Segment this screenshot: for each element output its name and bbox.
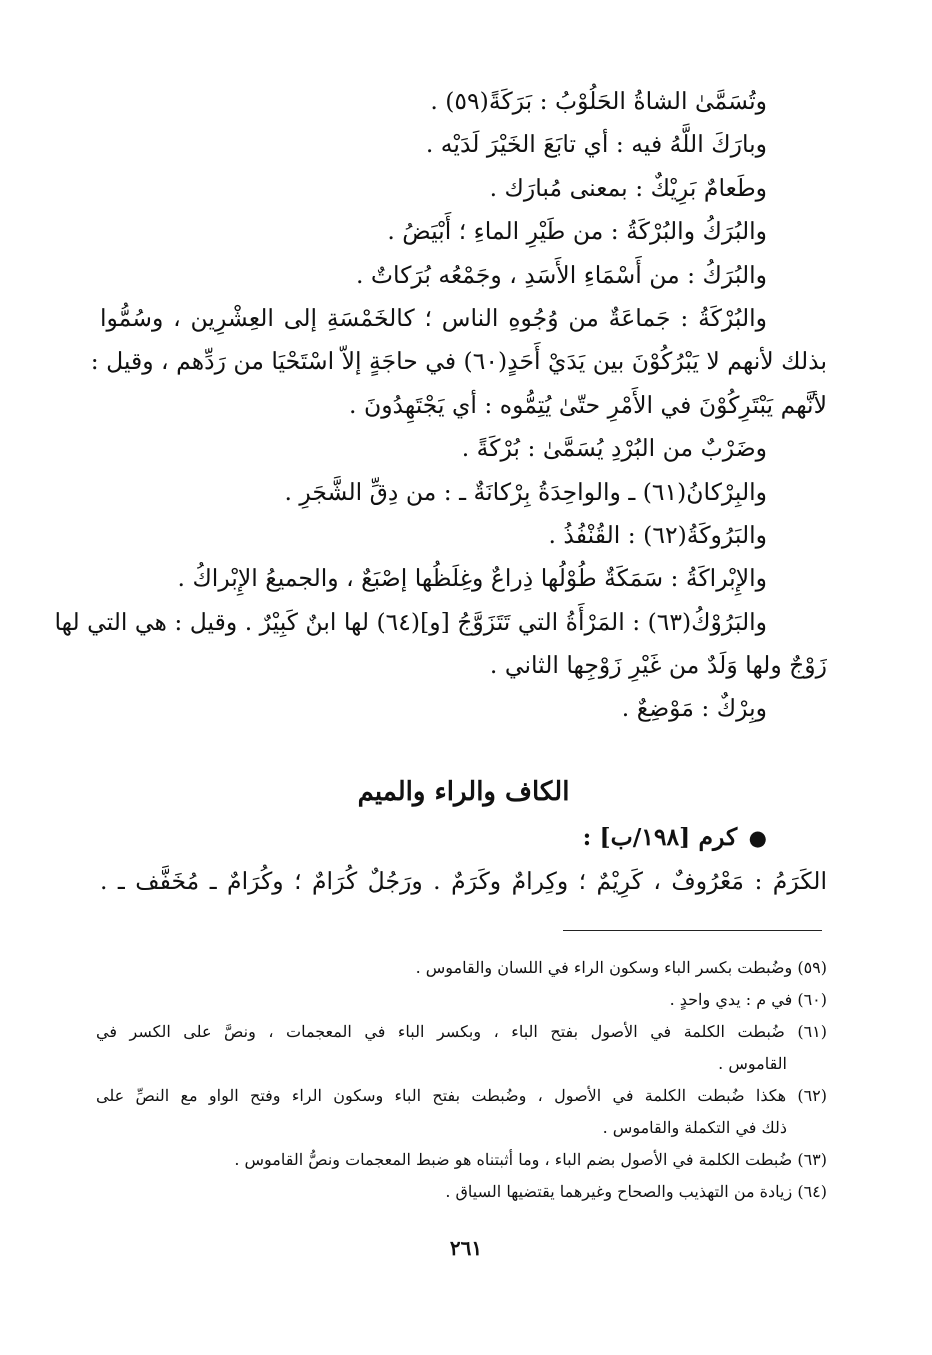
footnote-line: ذلك في التكملة والقاموس .	[602, 1118, 787, 1137]
entry-block	[100, 816, 827, 904]
footnote-line: (٦٣) ضُبطت الكلمة في الأصول بضم الباء ، وما أثبتناه هو ضبط المعجمات ونصُّ القاموس .	[234, 1150, 827, 1169]
text-line: زَوْجٌ ولها وَلَدٌ من غَيْرِ زَوْجِها الثاني .	[489, 651, 827, 680]
text-line: والإِبْراكَةُ : سَمَكَةٌ طُوْلُها ذِراعٌ وغِلَظُها إصْبَعٌ ، والجميعُ الإِبْراكُ .	[177, 564, 767, 593]
text-line: وبِرْكٌ : مَوْضِعٌ .	[621, 694, 767, 723]
footnote-line: (٦٠) في م : يدي واحدٍ .	[669, 990, 827, 1009]
text-line: والبُرْكَةُ : جَماعَةٌ من وُجُوهِ الناس ؛ كالخَمْسَةِ إلى العِشْرِين ، وسُمُّوا	[100, 303, 767, 332]
footnote-line: (٦٤) زيادة من التهذيب والصحاح وغيرهما يقتضيها السياق .	[445, 1182, 827, 1201]
page-number: ٢٦١	[449, 1236, 483, 1260]
entry-root-line	[100, 816, 827, 860]
footnote-line: (٦١) ضُبطت الكلمة في الأصول بفتح الباء ، وبكسر الباء في المعجمات ، ونصَّ على الكسر في	[96, 1022, 827, 1041]
text-line: وطَعامٌ بَرِيْكٌ : بمعنى مُبارَك .	[489, 173, 767, 202]
text-line: وضَرْبٌ من البُرْدِ يُسَمَّىٰ : بُرْكَةً .	[461, 434, 767, 463]
footnotes	[96, 952, 827, 1208]
footnote-divider	[563, 930, 822, 931]
text-line: لأنَّهم يَبْتَرِكُوْنَ في الأَمْرِ حتّىٰ يُتِمُّوه : أي يَجْتَهِدُونَ .	[349, 390, 827, 419]
text-line: والبُرَكُ : من أَسْمَاءِ الأَسَدِ ، وجَمْعُه بُرَكاتٌ .	[355, 260, 767, 289]
footnote-line: (٦٢) هكذا ضُبطت الكلمة في الأصول ، وضُبطت بفتح الباء وسكون الراء وفتح الواو مع النصِّ على	[96, 1086, 827, 1105]
footnote-line: القاموس .	[718, 1054, 787, 1073]
footnote-line: (٥٩) وضُبطت بكسر الباء وسكون الراء في اللسان والقاموس .	[415, 958, 827, 977]
text-line: وبارَكَ اللَّهُ فيه : أي تابَعَ الخَيْرَ لَدَيْه .	[425, 130, 767, 159]
main-text	[54, 80, 827, 731]
text-line: بذلك لأنهم لا يَبْرُكُوْنَ بين يَدَيْ أَحَدٍ(٦٠) في حاجَةٍ إلاّ اسْتَحْيَا من رَدِّهم ، وقيل :	[90, 347, 827, 376]
text-line: وتُسَمَّىٰ الشاةُ الحَلُوْبُ : بَرَكَةً(٥٩) .	[430, 87, 767, 115]
section-heading: الكاف والراء والميم	[357, 777, 570, 807]
bullet-icon: ●	[748, 826, 767, 850]
entry-root: كرم [١٩٨/ب] :	[582, 823, 738, 851]
entry-text: الكَرَمُ : مَعْرُوفٌ ، كَرِيْمٌ ؛ وكِرامٌ وكَرَمٌ . ورَجُلٌ كُرَامٌ ؛ وكُرَامٌ ـ مُخَفَّف ـ .	[100, 867, 827, 896]
text-line: والبَرُوكَةُ(٦٢) : القُنْفُذُ .	[548, 520, 767, 549]
text-line: والبِرْكانُ(٦١) ـ والواحِدَةُ بِرْكانَةٌ ـ : من دِقِّ الشَّجَرِ .	[284, 477, 767, 506]
text-line: والبُرَكُ والبُرْكَةُ : من طَيْرِ الماءِ ؛ أَبْيَضُ .	[387, 217, 767, 246]
text-line: والبَرُوْكُ(٦٣) : المَرْأَةُ التي تَتَزَوَّجُ [و](٦٤) لها ابنٌ كَبِيْرٌ . وقيل : هي التي لها	[54, 607, 767, 636]
